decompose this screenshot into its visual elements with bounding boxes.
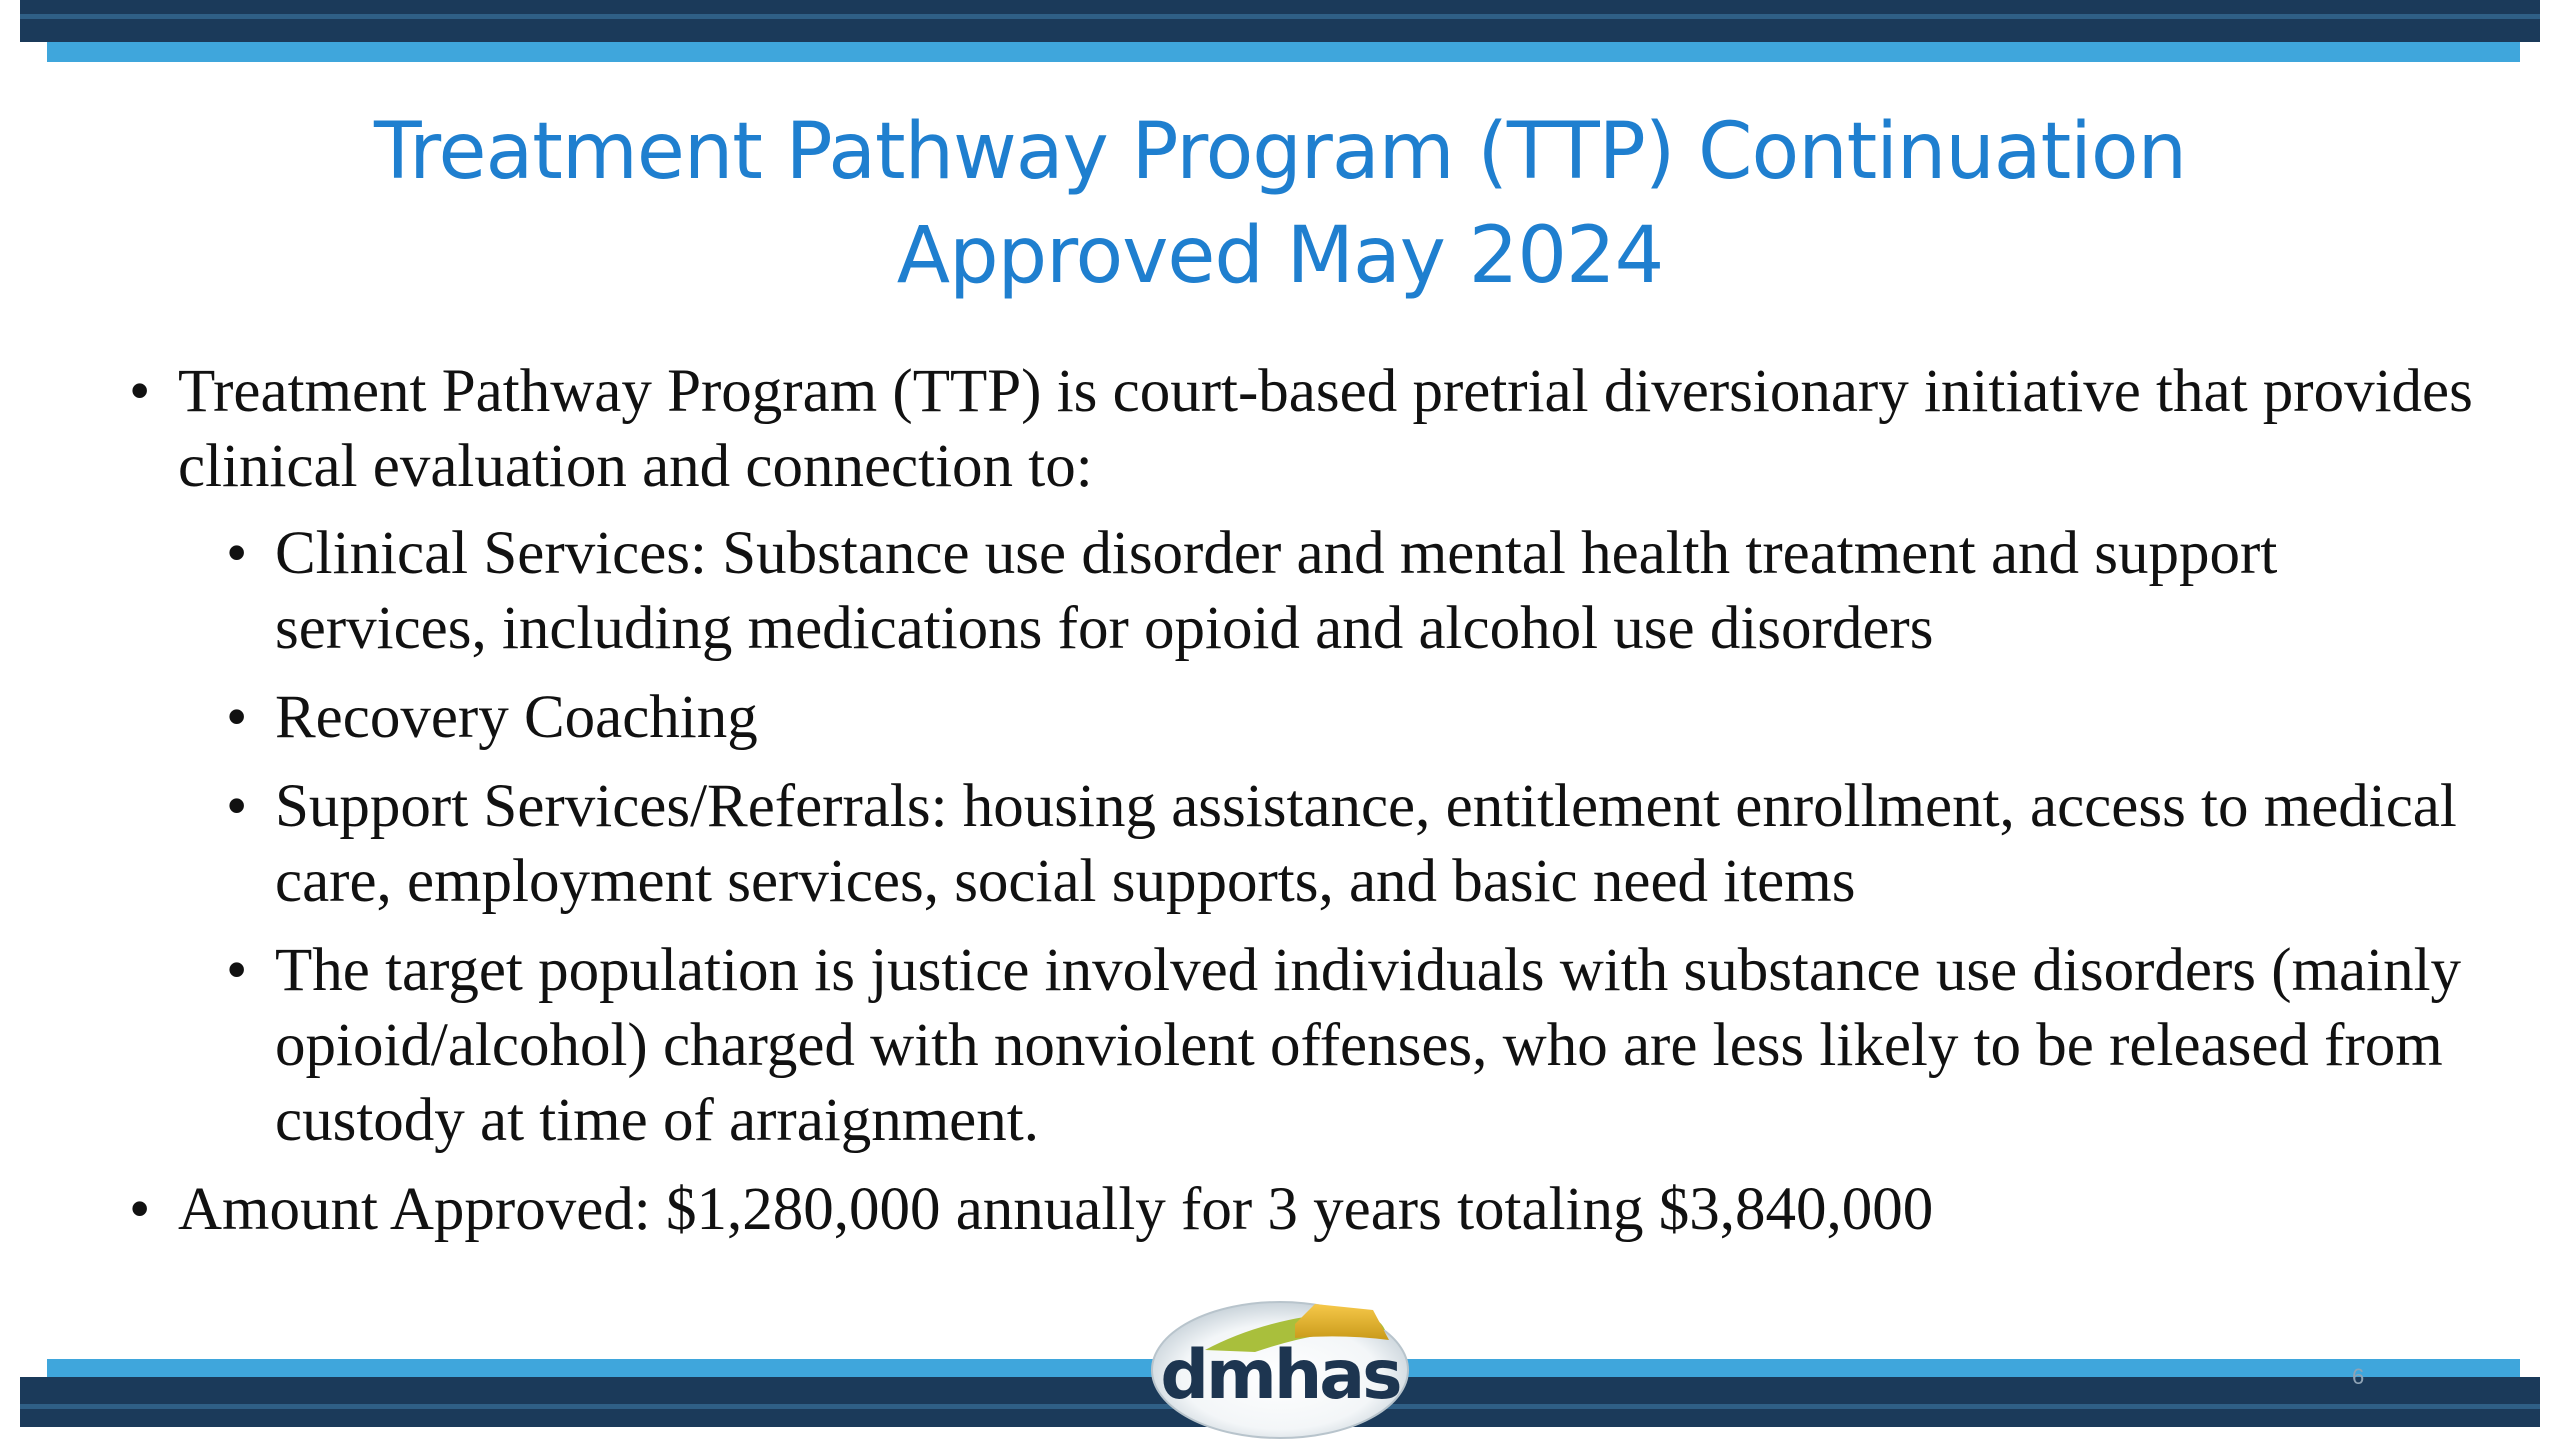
top-dark-bar [20,0,2540,42]
logo-text: dmhas [1160,1336,1400,1415]
top-accent-line [20,14,2540,19]
bullet-list [125,354,2485,1259]
dmhas-logo [1145,1290,1415,1440]
sub-bullet-recovery-coaching: • Recovery Coaching [222,680,2485,755]
bullet-amount-approved: • Amount Approved: $1,280,000 annually for 3 years totaling $3,840,000 [125,1172,2485,1247]
sub-bullet-clinical-services: • Clinical Services: Substance use disorder and mental health treatment and support services, including medications for opioid and alcohol use disorders [222,516,2485,666]
sub-bullet-support-services: • Support Services/Referrals: housing assistance, entitlement enrollment, access to medical care, employment services, social supports, and basic need items [222,769,2485,919]
slide-title [0,100,2560,308]
title-line-1: Treatment Pathway Program (TTP) Continuation [373,107,2187,197]
bullet-intro: • Treatment Pathway Program (TTP) is court-based pretrial diversionary initiative that provides clinical evaluation and connection to: [125,354,2485,504]
sub-bullet-target-population: • The target population is justice involved individuals with substance use disorders (mainly opioid/alcohol) charged with nonviolent offenses, who are less likely to be released from custody at time of arraignment. [222,933,2485,1158]
title-line-2: Approved May 2024 [896,211,1664,301]
top-light-bar [47,42,2520,62]
page-number: 6 [2352,1364,2365,1389]
